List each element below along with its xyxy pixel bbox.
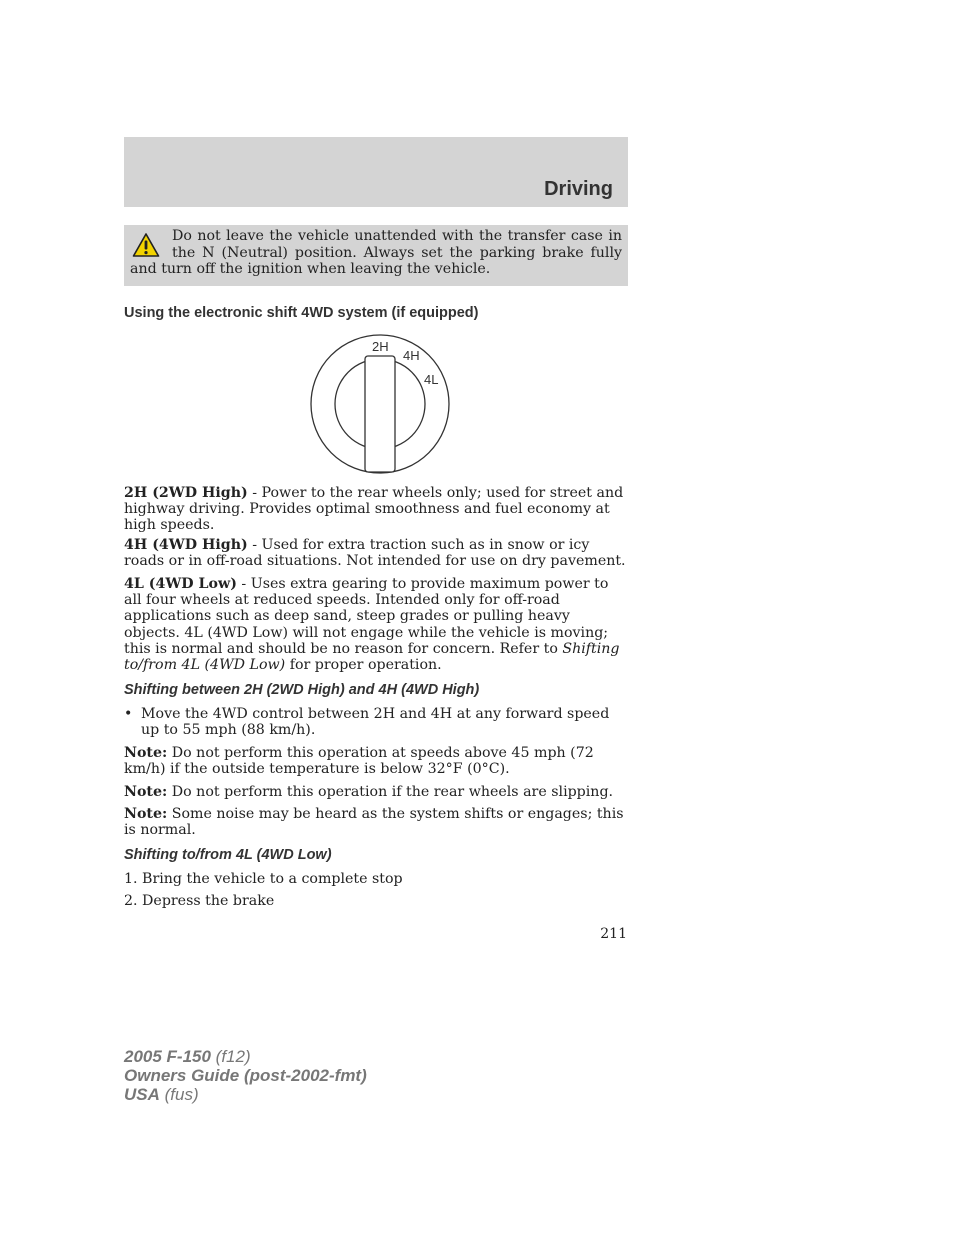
heading-shift-4l: Shifting to/from 4L (4WD Low) xyxy=(124,847,332,863)
note-label: Note: xyxy=(124,745,168,761)
dial-label-4h: 4H xyxy=(403,348,420,363)
footer-model: 2005 F-150 xyxy=(124,1047,211,1066)
mode-text: - Used for extra traction such as in snow or icy roads or in off-road situations. Not intended for use on dry pavement. xyxy=(124,537,626,570)
note-label: Note: xyxy=(124,806,168,822)
note-text: Do not perform this operation at speeds above 45 mph (72 km/h) if the outside temperature is below 32°F (0°C). xyxy=(124,745,594,778)
mode-description-2h xyxy=(124,485,628,534)
dial-label-2h: 2H xyxy=(372,339,389,354)
cross-reference: Shifting to/from 4L (4WD Low) xyxy=(124,640,620,674)
note-label: Note: xyxy=(124,784,168,800)
mode-term: 4L (4WD Low) xyxy=(124,576,237,592)
mode-description-4l xyxy=(124,576,628,673)
document-footer xyxy=(124,1047,367,1104)
footer-market-code: (fus) xyxy=(159,1085,199,1104)
note-noise xyxy=(124,806,628,838)
footer-line-market xyxy=(124,1085,367,1104)
step-item: 1. Bring the vehicle to a complete stop xyxy=(124,871,403,887)
page-number: 211 xyxy=(600,926,627,942)
mode-text: - Uses extra gearing to provide maximum power to all four wheels at reduced speeds. Intended only for off-road applications such as deep sand, steep grades or pulling heavy objects. 4L (4WD Low) will not engage while the vehicle is moving; this is normal and should be no reason for concern. Refer to xyxy=(124,576,609,657)
bullet-item xyxy=(124,706,628,738)
mode-term: 4H (4WD High) xyxy=(124,537,248,553)
heading-electronic-shift-4wd: Using the electronic shift 4WD system (if equipped) xyxy=(124,305,479,321)
section-title: Driving xyxy=(544,178,613,200)
mode-description-4h xyxy=(124,537,628,569)
note-temperature xyxy=(124,745,628,777)
bullet-text: Move the 4WD control between 2H and 4H at any forward speed up to 55 mph (88 km/h). xyxy=(141,706,610,739)
warning-box xyxy=(124,225,628,286)
warning-text: Do not leave the vehicle unattended with the transfer case in the N (Neutral) position. Always set the parking brake fully and turn off the ignition when leaving the vehicle. xyxy=(130,228,622,277)
section-header-band xyxy=(124,137,628,207)
mode-text: - Power to the rear wheels only; used for street and highway driving. Provides optimal smoothness and fuel economy at high speeds. xyxy=(124,485,624,534)
step-item: 2. Depress the brake xyxy=(124,893,275,909)
footer-market: USA xyxy=(124,1085,160,1104)
note-text: Some noise may be heard as the system shifts or engages; this is normal. xyxy=(124,806,624,839)
note-slipping xyxy=(124,784,628,800)
footer-model-code: (f12) xyxy=(210,1047,251,1066)
footer-line-model xyxy=(124,1047,367,1066)
dial-label-4l: 4L xyxy=(424,372,439,387)
bullet-dot: • xyxy=(124,706,133,722)
note-text: Do not perform this operation if the rear wheels are slipping. xyxy=(167,784,614,800)
4wd-selector-dial-illustration xyxy=(308,334,452,474)
mode-text-tail: for proper operation. xyxy=(285,657,442,674)
heading-shift-2h-4h: Shifting between 2H (2WD High) and 4H (4WD High) xyxy=(124,682,480,698)
footer-guide: Owners Guide (post-2002-fmt) xyxy=(124,1066,367,1085)
footer-line-guide xyxy=(124,1066,367,1085)
mode-term: 2H (2WD High) xyxy=(124,485,248,501)
